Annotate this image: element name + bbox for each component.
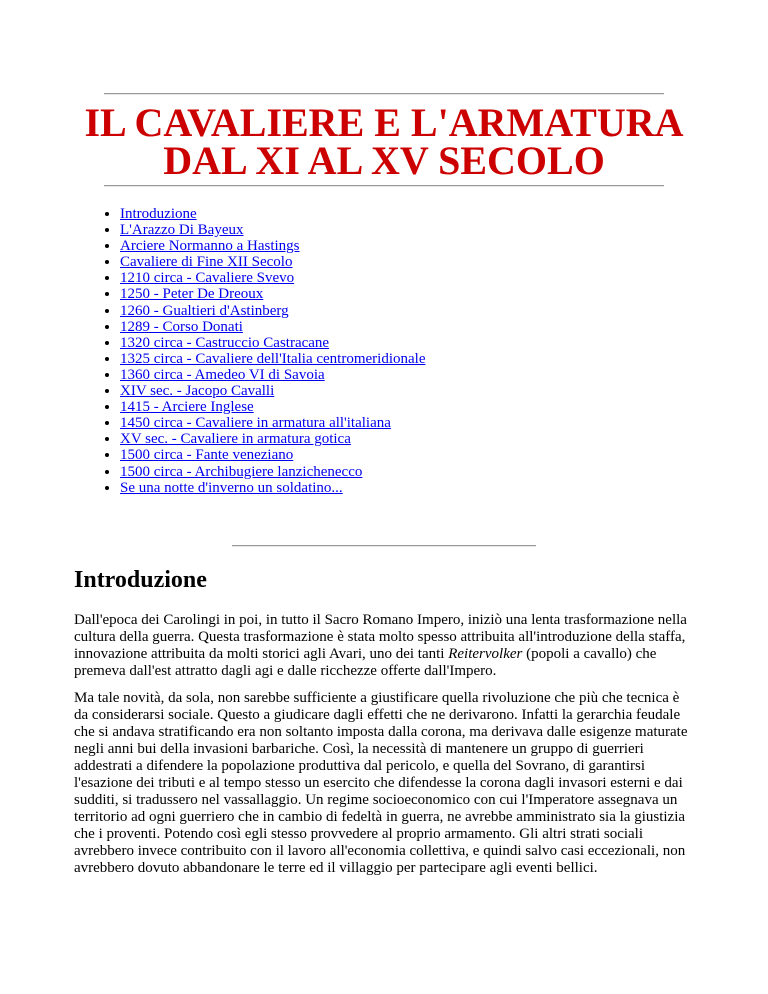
page-title [0,100,768,183]
page-title-line-1: IL CAVALIERE E L'ARMATURA [84,100,684,145]
toc-item [120,335,425,351]
toc-link-armatura-italiana[interactable]: 1450 circa - Cavaliere in armatura all'italiana [120,415,391,432]
toc-link-amedeo-vi-di-savoia[interactable]: 1360 circa - Amedeo VI di Savoia [120,366,325,383]
toc-link-arciere-normanno[interactable]: Arciere Normanno a Hastings [120,238,300,255]
toc-link-introduzione[interactable]: Introduzione [120,206,197,222]
toc-item [120,464,425,480]
toc-link-castruccio-castracane[interactable]: 1320 circa - Castruccio Castracane [120,334,330,351]
toc-link-jacopo-cavalli[interactable]: XIV sec. - Jacopo Cavalli [120,383,275,400]
toc-item [120,319,425,335]
toc-link-armatura-gotica[interactable]: XV sec. - Cavaliere in armatura gotica [120,431,351,448]
intro-paragraph-1-text-a: Dall'epoca dei Carolingi in poi, in tutto il Sacro Romano Impero, iniziò una lenta trasformazione nella cultura della guerra. Questa trasformazione è stata molto spesso attribuita all'introduzione della staffa, innovazione attribuita da molti storici agli Avari, uno dei tanti [74,612,687,662]
toc-item [120,286,425,302]
toc-item [120,254,425,270]
page-title-line-2: DAL XI AL XV SECOLO [163,138,605,183]
toc-item [120,383,425,399]
toc-link-gualtieri-dastinberg[interactable]: 1260 - Gualtieri d'Astinberg [120,302,289,319]
toc-item [120,238,425,254]
toc-link-fante-veneziano[interactable]: 1500 circa - Fante veneziano [120,447,294,464]
intro-paragraph-2: Ma tale novità, da sola, non sarebbe sufficiente a giustificare quella rivoluzione che più che tecnica è da considerarsi sociale. Questo a giudicare dagli effetti che ne derivarono. Infatti la gerarchia feudale che si andava stratificando era non soltanto imposta dalla corona, ma derivava dalle esigenze maturate negli anni bui della invasioni barbariche. Così, la necessità di mantenere un gruppo di guerrieri addestrati a difendere la popolazione produttiva dal pericolo, e quella del Sovrano, di garantirsi l'esazione dei tributi e al tempo stesso un esercito che difendesse la corona dagli invasori esterni e dai sudditi, si tradussero nel vassallaggio. Un regime socioeconomico con cui l'Imperatore assegnava un territorio ad ogni guerriero che in cambio di fedeltà in guerra, ne avrebbe amministrato sia la giustizia che i proventi. Potendo così egli stesso provvedere al proprio armamento. Gli altri strati sociali avrebbero invece contribuito con il lavoro all'economia collettiva, e quindi salvo casi eccezionali, non avrebbero dovuto abbandonare le terre ed il villaggio per partecipare agli eventi bellici. [74,690,688,876]
intro-paragraph-1 [74,612,694,680]
section-heading-introduzione: Introduzione [74,567,207,593]
toc-item [120,206,425,222]
toc-item [120,367,425,383]
toc-item [120,447,425,463]
toc-item [120,303,425,319]
toc-link-cavaliere-xii-secolo[interactable]: Cavaliere di Fine XII Secolo [120,254,293,271]
toc-item [120,480,425,496]
top-divider [104,93,664,95]
intro-paragraph-1-italic-term: Reitervolker [448,646,523,662]
toc-link-cavaliere-centromeridionale[interactable]: 1325 circa - Cavaliere dell'Italia centromeridionale [120,350,426,367]
toc-item [120,351,425,367]
toc-item [120,415,425,431]
title-bottom-divider [104,185,664,187]
toc-item [120,222,425,238]
toc-link-notte-dinverno[interactable]: Se una notte d'inverno un soldatino... [120,479,343,496]
intro-paragraph-1-text-b: (popoli a cavallo) che premeva dall'est attratto dagli agi e dalle ricchezze offerte dall'Impero. [74,646,657,679]
toc-link-archibugiere-lanzichenecco[interactable]: 1500 circa - Archibugiere lanzichenecco [120,463,363,480]
toc-item [120,270,425,286]
toc-item [120,431,425,447]
section-divider [232,545,536,547]
toc-link-corso-donati[interactable]: 1289 - Corso Donati [120,318,243,335]
toc-link-peter-de-dreoux[interactable]: 1250 - Peter De Dreoux [120,286,264,303]
toc-link-arazzo-di-bayeux[interactable]: L'Arazzo Di Bayeux [120,222,244,239]
toc-link-cavaliere-svevo[interactable]: 1210 circa - Cavaliere Svevo [120,270,295,287]
table-of-contents [78,206,425,496]
toc-link-arciere-inglese[interactable]: 1415 - Arciere Inglese [120,399,254,416]
toc-item [120,399,425,415]
